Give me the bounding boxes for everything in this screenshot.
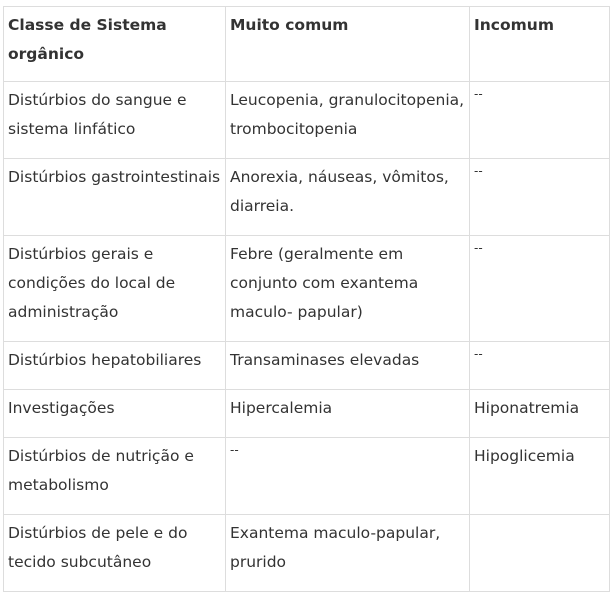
header-system-class: Classe de Sistema orgânico: [4, 7, 226, 82]
cell-uncommon: Hipoglicemia: [470, 438, 610, 515]
table-row: [4, 236, 610, 342]
cell-very-common: Hipercalemia: [226, 390, 470, 438]
cell-uncommon: --: [470, 159, 610, 236]
table-row: [4, 515, 610, 592]
cell-system-class: Distúrbios de pele e do tecido subcutâneo: [4, 515, 226, 592]
cell-system-class: Investigações: [4, 390, 226, 438]
cell-very-common: --: [226, 438, 470, 515]
table-row: [4, 342, 610, 390]
cell-very-common: Febre (geralmente em conjunto com exantema maculo- papular): [226, 236, 470, 342]
cell-very-common: Leucopenia, granulocitopenia, trombocitopenia: [226, 82, 470, 159]
cell-uncommon: --: [470, 82, 610, 159]
cell-very-common: Exantema maculo-papular, prurido: [226, 515, 470, 592]
table-body: [4, 82, 610, 592]
cell-uncommon: Hiponatremia: [470, 390, 610, 438]
cell-very-common: Anorexia, náuseas, vômitos, diarreia.: [226, 159, 470, 236]
cell-uncommon: --: [470, 236, 610, 342]
table-row: [4, 159, 610, 236]
cell-system-class: Distúrbios gerais e condições do local de administração: [4, 236, 226, 342]
table-header: [4, 7, 610, 82]
header-uncommon: Incomum: [470, 7, 610, 82]
cell-very-common: Transaminases elevadas: [226, 342, 470, 390]
cell-system-class: Distúrbios hepatobiliares: [4, 342, 226, 390]
cell-system-class: Distúrbios gastrointestinais: [4, 159, 226, 236]
table-row: [4, 390, 610, 438]
table-row: [4, 438, 610, 515]
header-very-common: Muito comum: [226, 7, 470, 82]
cell-uncommon: --: [470, 342, 610, 390]
cell-system-class: Distúrbios de nutrição e metabolismo: [4, 438, 226, 515]
cell-uncommon: [470, 515, 610, 592]
table-row: [4, 82, 610, 159]
adverse-reactions-table: [3, 6, 610, 592]
cell-system-class: Distúrbios do sangue e sistema linfático: [4, 82, 226, 159]
header-row: [4, 7, 610, 82]
